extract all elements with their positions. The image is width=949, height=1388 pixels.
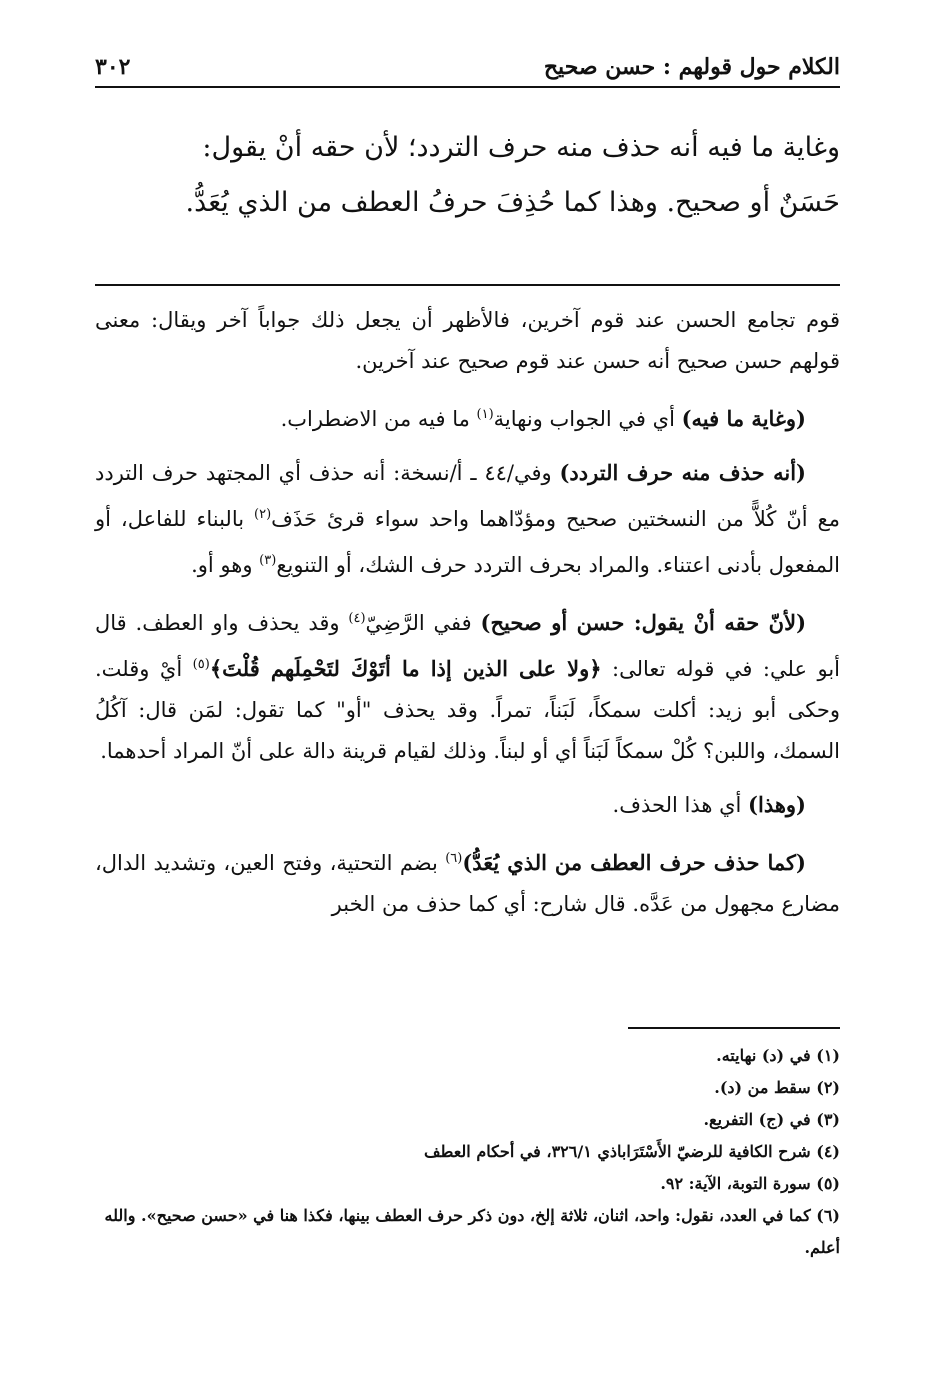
footnote: (٢) سقط من (د). (714, 1078, 840, 1097)
commentary-paragraph: (لأنّ حقه أنْ يقول: حسن أو صحيح) ففي الرَّضِيّ$^{(٤)}$ وقد يحذف واو العطف. قال أبو علي: في قوله تعالى: ﴿ولا على الذين إذا ما أتَوْكَ لتَحْمِلَهم قُلْتَ﴾$^{(٥)}$ أيْ وقلت. وحكى أبو زيد: أكلت سمكاً، لَبَناً، تمراً. وقد يحذف "أو" كما تقول: لمَن قال: آكُلُ السمك، واللبن؟ كُلْ سمكاً لَبَناً أي أو لبناً. وذلك لقيام قرينة دالة على أنّ المراد أحدهما. (95, 610, 840, 763)
page-header (95, 48, 840, 88)
footnote-ref[interactable]: (٢) (254, 507, 272, 522)
footnotes (95, 1040, 840, 1264)
lemma: (كما حذف حرف العطف من الذي يُعَدُّ) (462, 850, 806, 875)
footnote-ref[interactable]: (١) (476, 407, 494, 422)
lemma: (أنه حذف منه حرف التردد) (559, 460, 806, 485)
commentary-paragraph: (وغاية ما فيه) أي في الجواب ونهاية$^{(١)}$ ما فيه من الاضطراب. (280, 406, 806, 431)
commentary-paragraph: (أنه حذف منه حرف التردد) وفي/٤٤ ـ أ/نسخة: أنه حذف أي المجتهد حرف التردد مع أنّ كُلاًّ من النسختين صحيح ومؤدّاهما واحد سواء قرئ حَذَف$^{(٢)}$ بالبناء للفاعل، أو المفعول بأدنى اعتناء. والمراد بحرف التردد حرف الشك، أو التنويع$^{(٣)}$ وهو أو. (95, 460, 840, 577)
text-separator (95, 284, 840, 286)
page-number: ٣٠٢ (95, 54, 131, 80)
main-text (95, 120, 840, 230)
footnote: (٥) سورة التوبة، الآية: ٩٢. (660, 1174, 840, 1193)
footnote: (٤) شرح الكافية للرضيّ الأَسْتَرَاباذي ٣٢٦/١، في أحكام العطف (424, 1142, 840, 1161)
footnote: (٣) في (ج) التفريع. (703, 1110, 840, 1129)
footnote: (٦) كما في العدد، نقول: واحد، اثنان، ثلاثة إلخ، دون ذكر حرف العطف بينها، فكذا هنا في «حسن صحيح». والله أعلم. (104, 1206, 840, 1257)
main-text-line: وغاية ما فيه أنه حذف منه حرف التردد؛ لأن حقه أنْ يقول: (202, 132, 840, 163)
lemma: (لأنّ حقه أنْ يقول: حسن أو صحيح) (480, 610, 806, 635)
running-title: الكلام حول قولهم : حسن صحيح (543, 54, 840, 80)
footnote-ref[interactable]: (٥) (192, 657, 210, 672)
quran-verse: ﴿ولا على الذين إذا ما أتَوْكَ لتَحْمِلَهم قُلْتَ﴾ (209, 656, 602, 681)
commentary-paragraph: (كما حذف حرف العطف من الذي يُعَدُّ)$^{(٦)}$ بضم التحتية، وفتح العين، وتشديد الدال، مضارع مجهول من عَدَّه. قال شارح: أي كما حذف من الخبر (95, 850, 840, 916)
footnote: (١) في (د) نهايته. (716, 1046, 840, 1065)
footnote-separator (628, 1027, 840, 1029)
main-text-line: حَسَنٌ أو صحيح. وهذا كما حُذِفَ حرفُ العطف من الذي يُعَدُّ. (185, 187, 840, 218)
lemma: (وهذا) (748, 792, 806, 817)
commentary (95, 300, 840, 937)
footnote-ref[interactable]: (٤) (348, 611, 366, 626)
lemma: (وغاية ما فيه) (681, 406, 806, 431)
footnote-ref[interactable]: (٦) (445, 851, 463, 866)
commentary-paragraph: قوم تجامع الحسن عند قوم آخرين، فالأظهر أن يجعل ذلك جواباً آخر ويقال: معنى قولهم حسن صحيح أنه حسن عند قوم صحيح عند آخرين. (95, 308, 840, 373)
footnote-ref[interactable]: (٣) (259, 553, 277, 568)
commentary-paragraph: (وهذا) أي هذا الحذف. (612, 792, 806, 817)
